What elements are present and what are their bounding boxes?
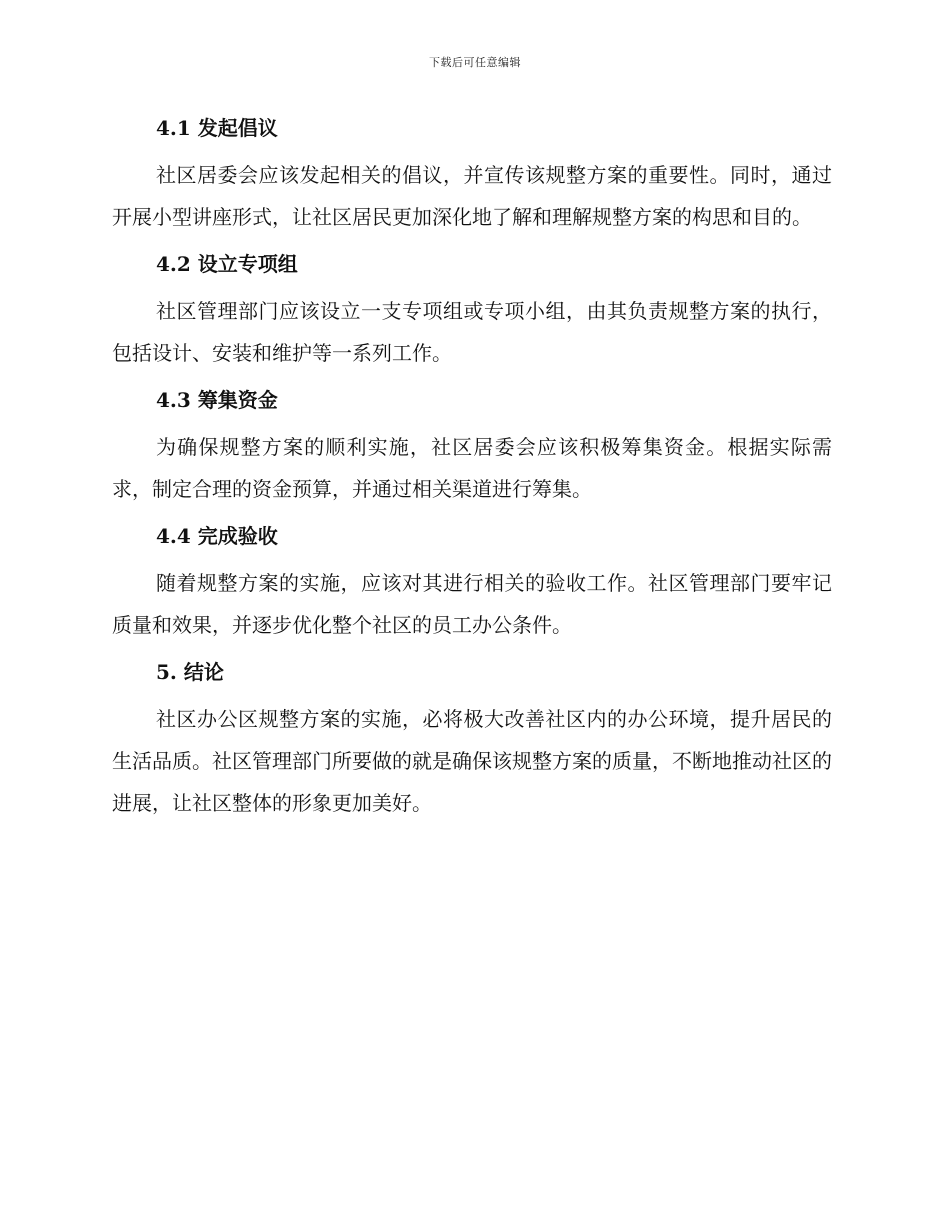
- paragraph-line: 社区居委会应该发起相关的倡议，并宣传该规整方案的重要性。同时，: [156, 163, 792, 187]
- paragraph-line: 和目的。: [732, 205, 812, 229]
- paragraph-line: 社区办公区规整方案的实施，必将极大改善社区内的办公环境，提升居: [156, 707, 792, 731]
- section-heading: 4.1 发起倡议: [156, 116, 278, 140]
- section-heading: 4.3 筹集资金: [156, 388, 278, 412]
- paragraph-line: 社区管理部门应该设立一支专项组或专项小组，由其负责规整方案的执: [156, 299, 792, 323]
- paragraph-line: 牢记质量和效果，并逐步优化整个社区的员工办公条件。: [112, 571, 832, 637]
- section-paragraph: [112, 154, 832, 238]
- paragraph-line: 行，包括设计、安装和维护等一系列工作。: [112, 299, 832, 365]
- section-paragraph: [112, 426, 832, 510]
- paragraph-line: 推动社区的进展，让社区整体的形象更加美好。: [112, 749, 832, 815]
- section-paragraph: [112, 698, 832, 824]
- section-heading: 4.4 完成验收: [156, 524, 278, 548]
- section-5: [112, 654, 832, 824]
- paragraph-line: 为确保规整方案的顺利实施，社区居委会应该积极筹集资金。根据实际: [156, 435, 812, 459]
- section-paragraph: [112, 290, 832, 374]
- page-header-note: 下载后可任意编辑: [429, 56, 521, 69]
- section-heading: 4.2 设立专项组: [156, 252, 298, 276]
- section-heading: 5. 结论: [156, 660, 224, 684]
- section-4-2: [112, 246, 832, 374]
- section-4-3: [112, 382, 832, 510]
- paragraph-line: 民的生活品质。社区管理部门所要做的就是确保该规整方案的质量，不断地: [112, 707, 832, 773]
- document-body: [112, 110, 832, 832]
- section-4-4: [112, 518, 832, 646]
- section-4-1: [112, 110, 832, 238]
- section-paragraph: [112, 562, 832, 646]
- paragraph-line: 随着规整方案的实施，应该对其进行相关的验收工作。社区管理部门要: [156, 571, 792, 595]
- paragraph-line: 需求，制定合理的资金预算，并通过相关渠道进行筹集。: [112, 435, 832, 501]
- paragraph-line: 通过开展小型讲座形式，让社区居民更加深化地了解和理解规整方案的构思: [112, 163, 832, 229]
